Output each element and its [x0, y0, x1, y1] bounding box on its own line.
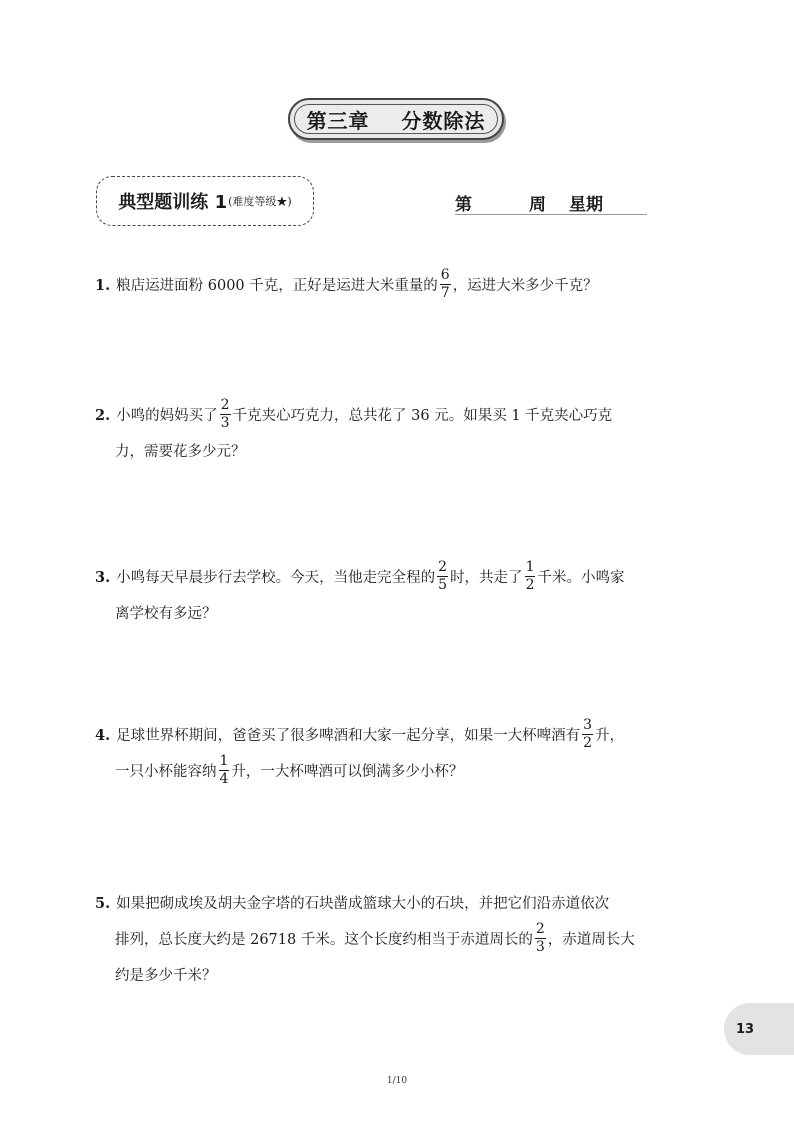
question-1 [95, 268, 705, 304]
fraction-numerator: 2 [535, 920, 545, 937]
question-text: 小鸣每天早晨步行去学校。今天，当他走完全程的 [116, 570, 436, 586]
fraction-numerator: 3 [583, 716, 593, 733]
question-3 [95, 560, 705, 632]
question-2 [95, 398, 705, 470]
question-number: 2. [95, 407, 111, 424]
question-text: 千克夹心巧克力，总共花了 36 元。如果买 1 千克夹心巧克 [232, 408, 613, 424]
fraction-numerator: 6 [440, 266, 450, 283]
fraction-denominator: 2 [525, 576, 535, 593]
fraction [535, 921, 546, 956]
week-di-label: 第 [455, 195, 472, 215]
question-number: 4. [95, 727, 111, 744]
fraction-denominator: 3 [220, 414, 230, 431]
question-text: 一只小杯能容纳 [115, 764, 217, 780]
week-zhou-label: 周 [529, 195, 546, 215]
fraction-denominator: 3 [535, 938, 545, 955]
chapter-title: 第三章 分数除法 [294, 104, 498, 134]
question-text: ，赤道周长大 [547, 932, 635, 948]
page-number: 13 [736, 1021, 755, 1037]
question-text: 力，需要花多少元？ [115, 444, 246, 460]
question-text: 足球世界杯期间，爸爸买了很多啤酒和大家一起分享，如果一大杯啤酒有 [116, 728, 581, 744]
week-day-line [455, 188, 647, 215]
question-number: 5. [95, 895, 111, 912]
fraction [440, 267, 451, 302]
question-text: 离学校有多远？ [115, 606, 217, 622]
fraction-numerator: 1 [219, 752, 229, 769]
question-text: 排列，总长度大约是 26718 千米。这个长度约相当于赤道周长的 [115, 932, 533, 948]
question-text: 时，共走了 [450, 570, 523, 586]
question-text: 小鸣的妈妈买了 [116, 408, 218, 424]
fraction-numerator: 1 [525, 558, 535, 575]
fraction-denominator: 5 [438, 576, 448, 593]
question-number: 3. [95, 569, 111, 586]
question-4 [95, 718, 705, 790]
fraction-numerator: 2 [438, 558, 448, 575]
fraction-numerator: 2 [220, 396, 230, 413]
question-text: ，运进大米多少千克？ [452, 278, 598, 294]
chapter-banner [288, 98, 504, 140]
question-text: 如果把砌成埃及胡夫金字塔的石块凿成篮球大小的石块，并把它们沿赤道依次 [116, 896, 610, 912]
section-label [96, 176, 314, 226]
difficulty-note: (难度等级★) [228, 195, 292, 208]
fraction [219, 753, 230, 788]
fraction [220, 397, 231, 432]
page-number-tab [724, 1003, 794, 1055]
question-number: 1. [95, 277, 111, 294]
question-text: 千米。小鸣家 [537, 570, 625, 586]
question-text: 约是多少千米？ [115, 968, 217, 984]
weekday-label: 星期 [569, 195, 603, 215]
fraction [437, 559, 448, 594]
fraction-denominator: 4 [219, 770, 229, 787]
fraction [525, 559, 536, 594]
question-text: 升，一大杯啤酒可以倒满多少小杯？ [231, 764, 464, 780]
question-text: 升， [595, 728, 625, 744]
fraction-denominator: 2 [583, 734, 593, 751]
section-title: 典型题训练 1 [118, 192, 228, 213]
fraction-denominator: 7 [440, 284, 450, 301]
fraction [582, 717, 593, 752]
question-5 [95, 886, 705, 994]
question-text: 粮店运进面粉 6000 千克，正好是运进大米重量的 [116, 278, 438, 294]
page-count: 1/10 [386, 1076, 408, 1086]
